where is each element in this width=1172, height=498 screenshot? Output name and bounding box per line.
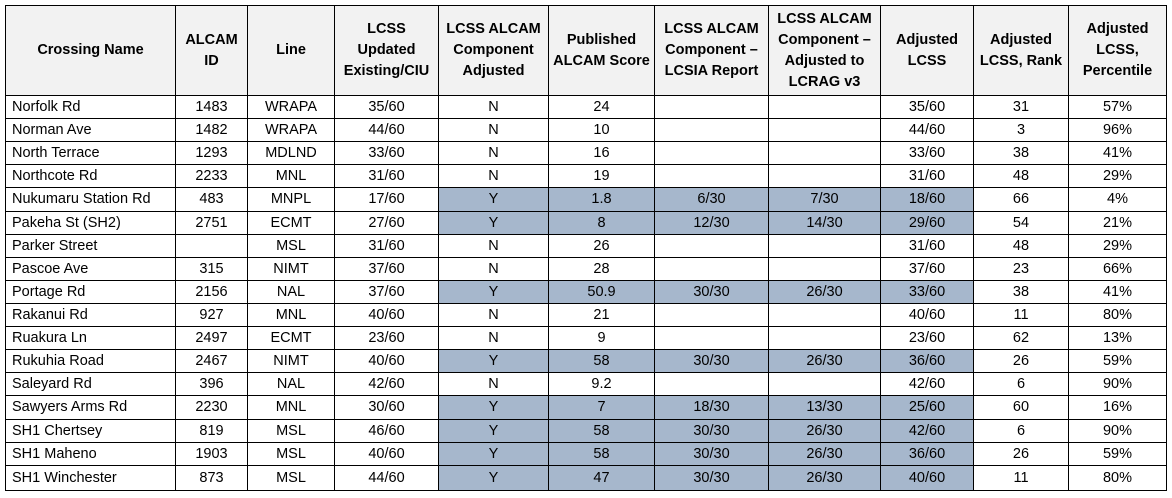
cell-adjusted-lcss: 31/60 (881, 234, 974, 257)
cell-adjusted-lcss: 40/60 (881, 465, 974, 490)
cell-adjusted-percentile: 90% (1069, 373, 1167, 396)
cell-published-score: 16 (549, 142, 655, 165)
cell-lcss-updated: 46/60 (335, 419, 439, 442)
cell-adjusted-percentile: 4% (1069, 188, 1167, 211)
cell-adjusted-percentile: 66% (1069, 257, 1167, 280)
cell-crossing-name: North Terrace (6, 142, 176, 165)
cell-lcrag-v3 (769, 257, 881, 280)
cell-lcss-updated: 31/60 (335, 234, 439, 257)
cell-adjusted-rank: 62 (974, 327, 1069, 350)
cell-lcrag-v3 (769, 327, 881, 350)
cell-crossing-name: SH1 Chertsey (6, 419, 176, 442)
cell-adjusted-rank: 54 (974, 211, 1069, 234)
cell-component-adjusted: Y (439, 396, 549, 419)
cell-adjusted-rank: 60 (974, 396, 1069, 419)
cell-lcss-updated: 37/60 (335, 257, 439, 280)
cell-lcrag-v3 (769, 234, 881, 257)
cell-adjusted-percentile: 41% (1069, 142, 1167, 165)
cell-lcss-updated: 17/60 (335, 188, 439, 211)
cell-published-score: 10 (549, 119, 655, 142)
header-adjusted-percentile: Adjusted LCSS, Percentile (1069, 6, 1167, 96)
cell-line: MNL (248, 303, 335, 326)
cell-component-adjusted: N (439, 119, 549, 142)
header-adjusted-lcss: Adjusted LCSS (881, 6, 974, 96)
cell-published-score: 24 (549, 96, 655, 119)
cell-line: ECMT (248, 327, 335, 350)
cell-lcss-updated: 40/60 (335, 442, 439, 465)
cell-published-score: 8 (549, 211, 655, 234)
cell-component-adjusted: Y (439, 419, 549, 442)
cell-lcss-updated: 31/60 (335, 165, 439, 188)
cell-adjusted-percentile: 59% (1069, 350, 1167, 373)
cell-crossing-name: Pascoe Ave (6, 257, 176, 280)
table-row (6, 142, 1167, 165)
table-row (6, 442, 1167, 465)
cell-published-score: 1.8 (549, 188, 655, 211)
cell-lcsia-report: 12/30 (655, 211, 769, 234)
table-row (6, 188, 1167, 211)
table-row (6, 465, 1167, 490)
cell-adjusted-rank: 66 (974, 188, 1069, 211)
cell-adjusted-percentile: 16% (1069, 396, 1167, 419)
cell-adjusted-rank: 38 (974, 280, 1069, 303)
header-row (6, 6, 1167, 96)
table-row (6, 373, 1167, 396)
cell-lcrag-v3 (769, 96, 881, 119)
cell-lcsia-report (655, 165, 769, 188)
table-body (6, 96, 1167, 491)
cell-component-adjusted: N (439, 303, 549, 326)
cell-published-score: 21 (549, 303, 655, 326)
cell-alcam-id: 2751 (176, 211, 248, 234)
cell-lcss-updated: 44/60 (335, 119, 439, 142)
cell-crossing-name: SH1 Maheno (6, 442, 176, 465)
cell-lcss-updated: 44/60 (335, 465, 439, 490)
cell-adjusted-lcss: 44/60 (881, 119, 974, 142)
cell-crossing-name: Sawyers Arms Rd (6, 396, 176, 419)
cell-component-adjusted: Y (439, 442, 549, 465)
cell-lcsia-report (655, 327, 769, 350)
table-row (6, 257, 1167, 280)
cell-line: MDLND (248, 142, 335, 165)
table-row (6, 396, 1167, 419)
cell-component-adjusted: Y (439, 465, 549, 490)
cell-line: NAL (248, 280, 335, 303)
cell-lcrag-v3: 26/30 (769, 465, 881, 490)
cell-crossing-name: Norman Ave (6, 119, 176, 142)
cell-alcam-id (176, 234, 248, 257)
cell-lcrag-v3 (769, 119, 881, 142)
table-row (6, 350, 1167, 373)
cell-adjusted-rank: 31 (974, 96, 1069, 119)
cell-lcsia-report: 18/30 (655, 396, 769, 419)
cell-crossing-name: Parker Street (6, 234, 176, 257)
cell-adjusted-rank: 6 (974, 373, 1069, 396)
cell-lcrag-v3: 26/30 (769, 280, 881, 303)
cell-alcam-id: 2497 (176, 327, 248, 350)
cell-published-score: 9 (549, 327, 655, 350)
cell-adjusted-percentile: 80% (1069, 303, 1167, 326)
cell-published-score: 47 (549, 465, 655, 490)
cell-crossing-name: Nukumaru Station Rd (6, 188, 176, 211)
cell-alcam-id: 927 (176, 303, 248, 326)
cell-lcsia-report (655, 119, 769, 142)
cell-adjusted-percentile: 29% (1069, 165, 1167, 188)
cell-adjusted-lcss: 42/60 (881, 419, 974, 442)
table-row (6, 234, 1167, 257)
cell-lcsia-report (655, 257, 769, 280)
cell-lcsia-report: 6/30 (655, 188, 769, 211)
cell-line: MSL (248, 465, 335, 490)
table-row (6, 96, 1167, 119)
cell-line: MSL (248, 419, 335, 442)
header-alcam-id: ALCAM ID (176, 6, 248, 96)
cell-adjusted-lcss: 23/60 (881, 327, 974, 350)
header-published-alcam-score: Published ALCAM Score (549, 6, 655, 96)
header-line: Line (248, 6, 335, 96)
cell-published-score: 58 (549, 350, 655, 373)
cell-component-adjusted: Y (439, 188, 549, 211)
header-lcrag-v3: LCSS ALCAM Component – Adjusted to LCRAG v3 (769, 6, 881, 96)
cell-alcam-id: 315 (176, 257, 248, 280)
cell-adjusted-percentile: 90% (1069, 419, 1167, 442)
cell-adjusted-lcss: 31/60 (881, 165, 974, 188)
cell-component-adjusted: N (439, 234, 549, 257)
cell-adjusted-percentile: 57% (1069, 96, 1167, 119)
cell-crossing-name: Northcote Rd (6, 165, 176, 188)
cell-adjusted-rank: 48 (974, 165, 1069, 188)
table-row (6, 303, 1167, 326)
cell-lcss-updated: 40/60 (335, 350, 439, 373)
table-row (6, 419, 1167, 442)
table-row (6, 280, 1167, 303)
cell-adjusted-rank: 23 (974, 257, 1069, 280)
cell-lcrag-v3 (769, 303, 881, 326)
cell-component-adjusted: N (439, 142, 549, 165)
cell-lcrag-v3 (769, 142, 881, 165)
cell-lcrag-v3: 26/30 (769, 442, 881, 465)
cell-component-adjusted: Y (439, 350, 549, 373)
cell-line: MSL (248, 234, 335, 257)
header-alcam-component-adjusted: LCSS ALCAM Component Adjusted (439, 6, 549, 96)
cell-alcam-id: 2467 (176, 350, 248, 373)
cell-adjusted-percentile: 21% (1069, 211, 1167, 234)
cell-alcam-id: 1483 (176, 96, 248, 119)
cell-component-adjusted: N (439, 96, 549, 119)
cell-line: WRAPA (248, 119, 335, 142)
cell-published-score: 28 (549, 257, 655, 280)
cell-lcsia-report: 30/30 (655, 350, 769, 373)
cell-adjusted-rank: 6 (974, 419, 1069, 442)
cell-adjusted-lcss: 42/60 (881, 373, 974, 396)
cell-line: WRAPA (248, 96, 335, 119)
cell-lcsia-report (655, 373, 769, 396)
cell-alcam-id: 1903 (176, 442, 248, 465)
cell-alcam-id: 2233 (176, 165, 248, 188)
cell-adjusted-rank: 48 (974, 234, 1069, 257)
cell-adjusted-rank: 26 (974, 442, 1069, 465)
cell-alcam-id: 2230 (176, 396, 248, 419)
header-lcsia-report: LCSS ALCAM Component – LCSIA Report (655, 6, 769, 96)
cell-lcss-updated: 30/60 (335, 396, 439, 419)
cell-adjusted-rank: 11 (974, 303, 1069, 326)
cell-lcrag-v3: 26/30 (769, 350, 881, 373)
cell-alcam-id: 1482 (176, 119, 248, 142)
table-row (6, 211, 1167, 234)
cell-adjusted-lcss: 36/60 (881, 350, 974, 373)
cell-published-score: 58 (549, 442, 655, 465)
cell-adjusted-lcss: 29/60 (881, 211, 974, 234)
cell-lcss-updated: 42/60 (335, 373, 439, 396)
cell-line: MSL (248, 442, 335, 465)
cell-lcsia-report: 30/30 (655, 419, 769, 442)
header-lcss-updated: LCSS Updated Existing/CIU (335, 6, 439, 96)
cell-adjusted-percentile: 96% (1069, 119, 1167, 142)
cell-component-adjusted: N (439, 257, 549, 280)
cell-alcam-id: 1293 (176, 142, 248, 165)
cell-component-adjusted: Y (439, 211, 549, 234)
cell-crossing-name: Portage Rd (6, 280, 176, 303)
cell-lcsia-report (655, 234, 769, 257)
cell-published-score: 7 (549, 396, 655, 419)
cell-published-score: 26 (549, 234, 655, 257)
cell-line: MNL (248, 396, 335, 419)
cell-alcam-id: 819 (176, 419, 248, 442)
cell-lcsia-report: 30/30 (655, 465, 769, 490)
cell-lcrag-v3: 14/30 (769, 211, 881, 234)
table-row (6, 119, 1167, 142)
cell-line: ECMT (248, 211, 335, 234)
cell-lcss-updated: 33/60 (335, 142, 439, 165)
header-adjusted-rank: Adjusted LCSS, Rank (974, 6, 1069, 96)
cell-crossing-name: SH1 Winchester (6, 465, 176, 490)
cell-lcss-updated: 35/60 (335, 96, 439, 119)
cell-lcss-updated: 40/60 (335, 303, 439, 326)
cell-line: MNL (248, 165, 335, 188)
table-row (6, 327, 1167, 350)
cell-published-score: 9.2 (549, 373, 655, 396)
cell-lcss-updated: 27/60 (335, 211, 439, 234)
cell-component-adjusted: N (439, 165, 549, 188)
cell-adjusted-lcss: 35/60 (881, 96, 974, 119)
cell-crossing-name: Ruakura Ln (6, 327, 176, 350)
cell-crossing-name: Norfolk Rd (6, 96, 176, 119)
cell-lcrag-v3: 26/30 (769, 419, 881, 442)
cell-adjusted-lcss: 33/60 (881, 280, 974, 303)
cell-crossing-name: Pakeha St (SH2) (6, 211, 176, 234)
cell-alcam-id: 483 (176, 188, 248, 211)
crossings-table (5, 5, 1167, 491)
cell-lcss-updated: 23/60 (335, 327, 439, 350)
cell-lcrag-v3: 13/30 (769, 396, 881, 419)
cell-lcsia-report (655, 303, 769, 326)
cell-adjusted-rank: 26 (974, 350, 1069, 373)
cell-lcrag-v3 (769, 165, 881, 188)
cell-component-adjusted: Y (439, 280, 549, 303)
cell-adjusted-percentile: 59% (1069, 442, 1167, 465)
cell-adjusted-rank: 3 (974, 119, 1069, 142)
cell-component-adjusted: N (439, 327, 549, 350)
header-crossing-name: Crossing Name (6, 6, 176, 96)
cell-lcrag-v3 (769, 373, 881, 396)
cell-published-score: 58 (549, 419, 655, 442)
cell-line: NIMT (248, 257, 335, 280)
cell-adjusted-percentile: 13% (1069, 327, 1167, 350)
cell-published-score: 50.9 (549, 280, 655, 303)
cell-adjusted-percentile: 41% (1069, 280, 1167, 303)
cell-alcam-id: 873 (176, 465, 248, 490)
cell-crossing-name: Rakanui Rd (6, 303, 176, 326)
table-row (6, 165, 1167, 188)
cell-adjusted-rank: 38 (974, 142, 1069, 165)
cell-adjusted-lcss: 25/60 (881, 396, 974, 419)
cell-alcam-id: 2156 (176, 280, 248, 303)
cell-adjusted-lcss: 37/60 (881, 257, 974, 280)
cell-line: NIMT (248, 350, 335, 373)
cell-adjusted-lcss: 18/60 (881, 188, 974, 211)
cell-adjusted-percentile: 29% (1069, 234, 1167, 257)
cell-lcsia-report: 30/30 (655, 442, 769, 465)
cell-published-score: 19 (549, 165, 655, 188)
cell-alcam-id: 396 (176, 373, 248, 396)
cell-lcss-updated: 37/60 (335, 280, 439, 303)
cell-crossing-name: Saleyard Rd (6, 373, 176, 396)
cell-lcsia-report (655, 96, 769, 119)
cell-adjusted-lcss: 40/60 (881, 303, 974, 326)
cell-lcsia-report (655, 142, 769, 165)
cell-lcrag-v3: 7/30 (769, 188, 881, 211)
cell-lcsia-report: 30/30 (655, 280, 769, 303)
cell-adjusted-lcss: 36/60 (881, 442, 974, 465)
cell-line: NAL (248, 373, 335, 396)
cell-adjusted-lcss: 33/60 (881, 142, 974, 165)
cell-adjusted-percentile: 80% (1069, 465, 1167, 490)
cell-line: MNPL (248, 188, 335, 211)
cell-crossing-name: Rukuhia Road (6, 350, 176, 373)
cell-component-adjusted: N (439, 373, 549, 396)
cell-adjusted-rank: 11 (974, 465, 1069, 490)
